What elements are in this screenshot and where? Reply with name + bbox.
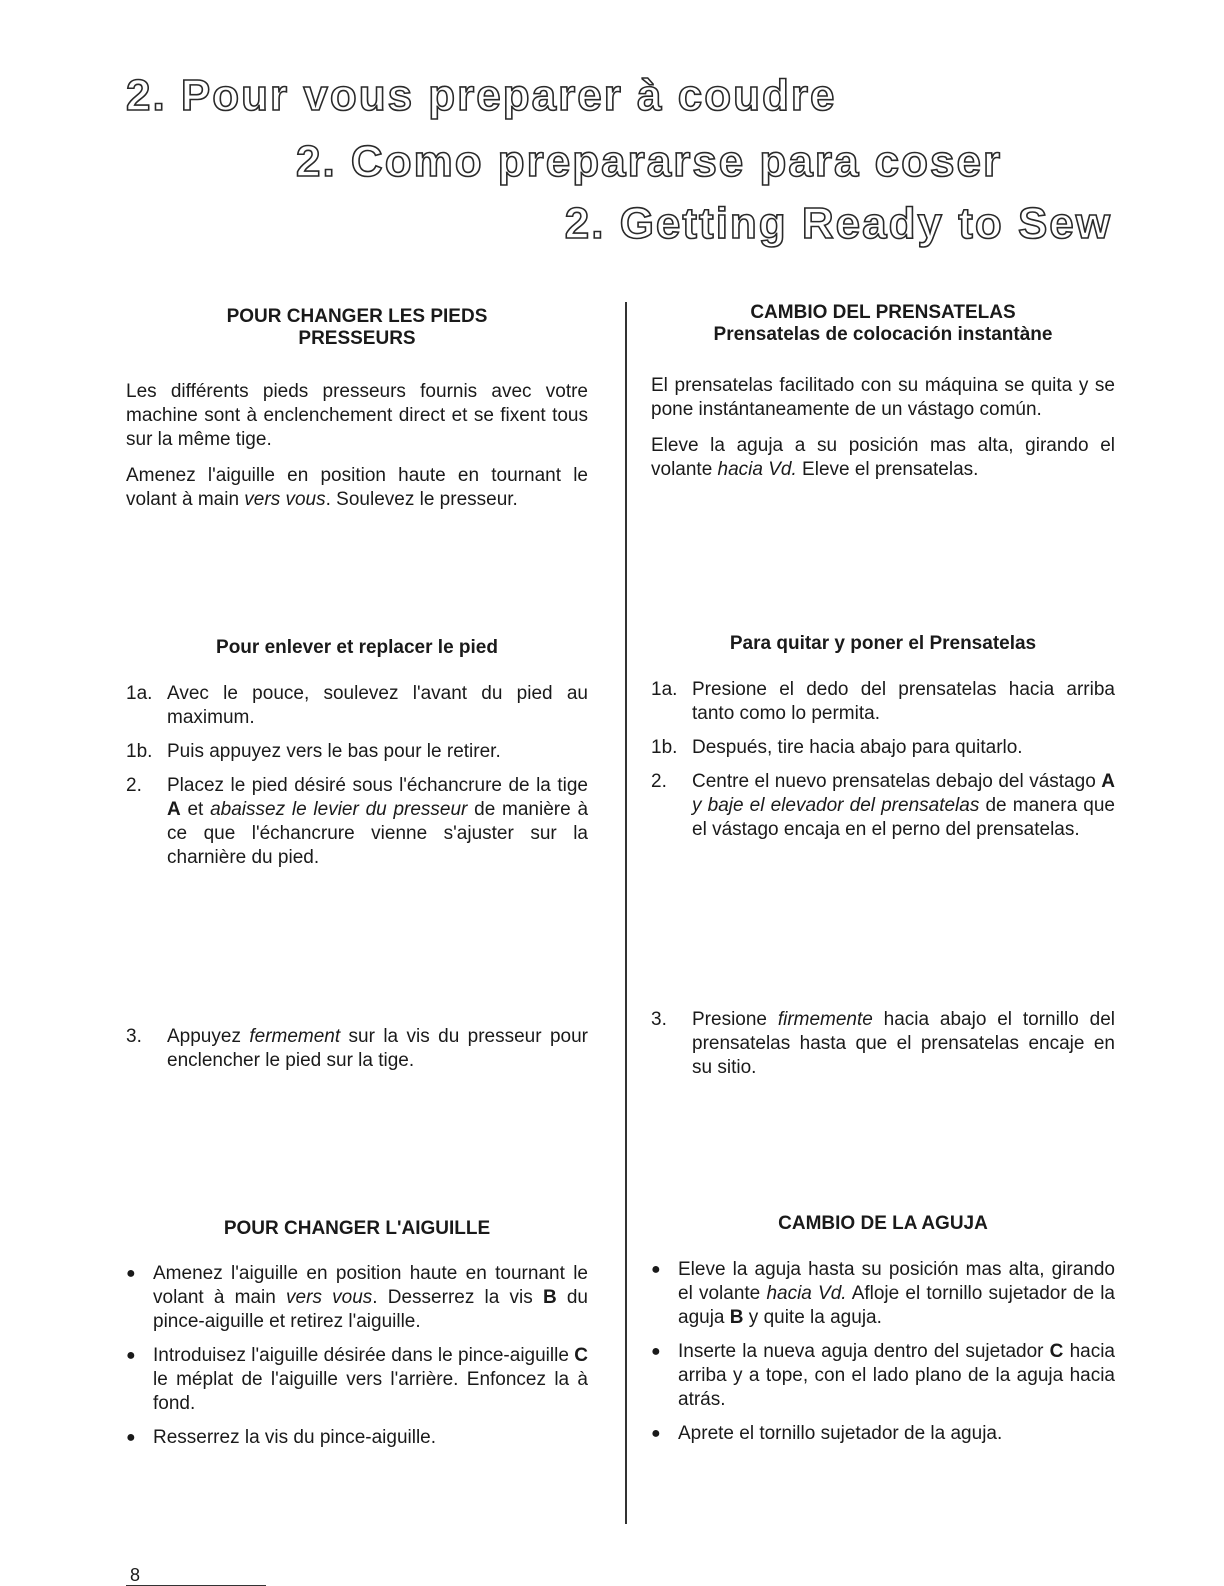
fr-remove-section <box>126 637 588 870</box>
fr-needle-section <box>126 1218 588 1450</box>
es-step-2: 2. Centre el nuevo prensatelas debajo del vástago A y baje el elevador del prensatelas de manera que el vástago encaja en el perno del prensatelas. <box>651 771 1115 840</box>
fr-needle-item-3: ● Resserrez la vis du pince-aiguille. <box>126 1427 437 1448</box>
es-presser-paragraph-1: El prensatelas facilitado con su máquina se quita y se pone instántaneamente de un vástago común. <box>651 375 1115 420</box>
es-step-1b: 1b. Después, tire hacia abajo para quitarlo. <box>651 737 1023 758</box>
bullet-icon: ● <box>651 1425 661 1442</box>
fr-presser-heading: POUR CHANGER LES PIEDS PRESSEURS <box>226 306 488 349</box>
es-needle-item-1: ● Eleve la aguja hasta su posición mas alta, girando el volante hacia Vd. Afloje el tornillo sujetador de la aguja B y quite la aguja. <box>651 1259 1115 1328</box>
es-needle-item-3: ● Aprete el tornillo sujetador de la aguja. <box>651 1423 1003 1444</box>
bullet-icon: ● <box>651 1343 661 1360</box>
es-remove-heading: Para quitar y poner el Prensatelas <box>729 633 1037 654</box>
fr-needle-item-2: ● Introduisez l'aiguille désirée dans le pince-aiguille C le méplat de l'aiguille vers l'arrière. Enfoncez la à fond. <box>126 1345 588 1414</box>
es-presser-heading: CAMBIO DEL PRENSATELAS Prensatelas de colocación instantàne <box>713 302 1053 345</box>
bullet-icon: ● <box>126 1265 136 1282</box>
title-spanish: 2. Como prepararse para coser <box>296 137 1003 186</box>
bullet-icon: ● <box>126 1429 136 1446</box>
es-step-3-section <box>651 1008 1115 1080</box>
es-needle-item-2: ● Inserte la nueva aguja dentro del sujetador C hacia arriba y a tope, con el lado plano de la aguja hacia atrás. <box>651 1341 1115 1410</box>
page-number: 8 <box>130 1565 141 1585</box>
fr-presser-section <box>126 306 588 512</box>
es-step-3: 3. Presione firmemente hacia abajo el tornillo del prensatelas hasta que el prensatelas encaje en su sitio. <box>651 1009 1115 1078</box>
es-step-1a: 1a. Presione el dedo del prensatelas hacia arriba tanto como lo permita. <box>651 679 1115 724</box>
fr-step-1b: 1b. Puis appuyez vers le bas pour le retirer. <box>126 741 501 762</box>
fr-step-2: 2. Placez le pied désiré sous l'échancrure de la tige A et abaissez le levier du presseur de manière à ce que l'échancrure vienne s'ajuster sur la charnière du pied. <box>126 775 589 868</box>
fr-step-3-section <box>126 1025 588 1073</box>
title-french: 2. Pour vous preparer à coudre <box>126 71 837 120</box>
fr-needle-item-1: ● Amenez l'aiguille en position haute en tournant le volant à main vers vous. Desserrez la vis B du pince-aiguille et retirez l'aiguille. <box>126 1263 589 1332</box>
bullet-icon: ● <box>126 1347 136 1364</box>
es-needle-section <box>651 1213 1115 1446</box>
column-divider <box>625 302 627 1524</box>
es-remove-section <box>651 633 1115 842</box>
bullet-icon: ● <box>651 1261 661 1278</box>
fr-presser-paragraph-1: Les différents pieds presseurs fournis avec votre machine sont à enclenchement direct et se fixent tous sur la même tige. <box>126 381 588 450</box>
title-english: 2. Getting Ready to Sew <box>564 199 1112 248</box>
fr-needle-heading: POUR CHANGER L'AIGUILLE <box>223 1218 491 1239</box>
fr-step-3: 3. Appuyez fermement sur la vis du presseur pour enclencher le pied sur la tige. <box>126 1026 588 1071</box>
fr-presser-paragraph-2: Amenez l'aiguille en position haute en tournant le volant à main vers vous. Soulevez le presseur. <box>126 465 588 510</box>
es-presser-paragraph-2: Eleve la aguja a su posición mas alta, girando el volante hacia Vd. Eleve el prensatelas. <box>651 435 1115 480</box>
es-presser-section <box>651 302 1115 482</box>
es-needle-heading: CAMBIO DE LA AGUJA <box>778 1213 988 1234</box>
fr-remove-heading: Pour enlever et replacer le pied <box>216 637 498 658</box>
fr-step-1a: 1a. Avec le pouce, soulevez l'avant du pied au maximum. <box>126 683 588 728</box>
